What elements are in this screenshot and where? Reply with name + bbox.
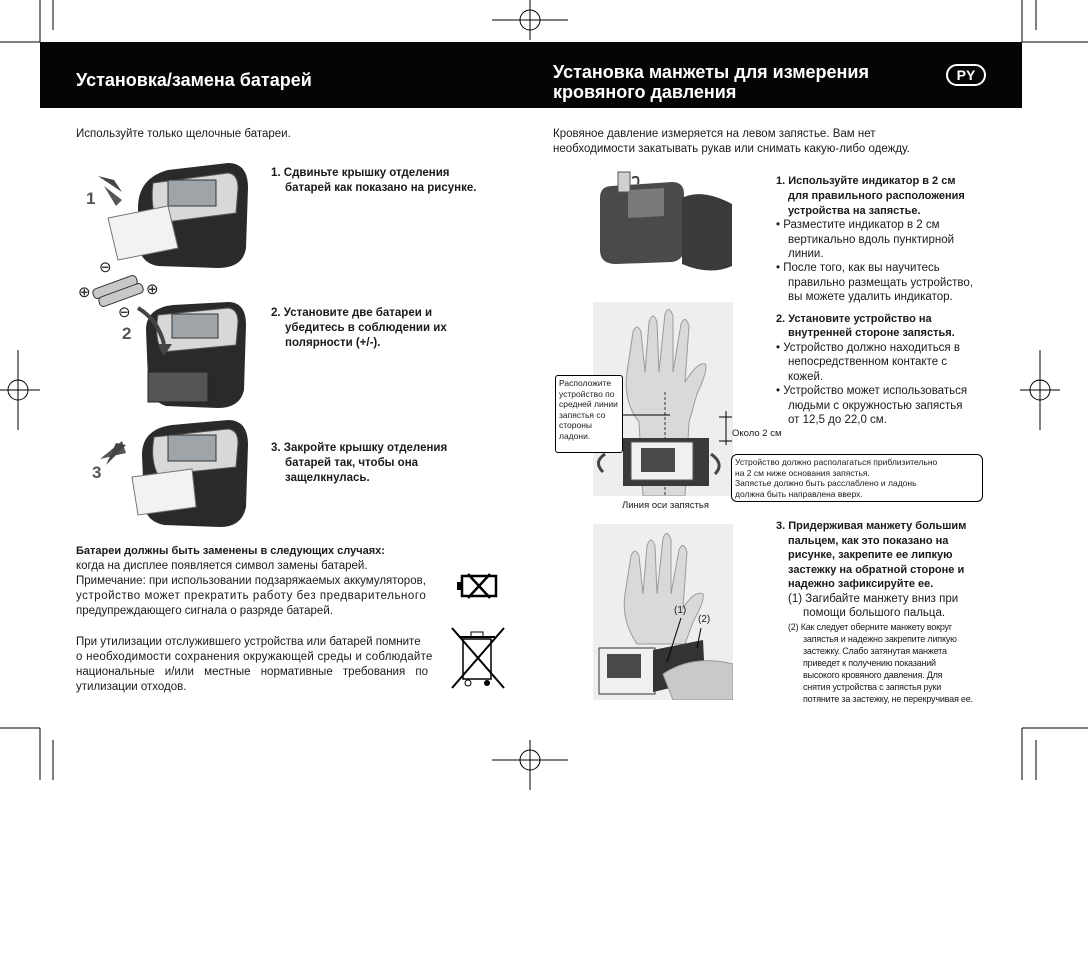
callout-placement-line-4: запястья со — [559, 409, 606, 420]
r-step-3-item-2-line-1: (2) Как следует оберните манжету вокруг — [788, 622, 952, 632]
step-2-text-line-2: убедитесь в соблюдении их — [285, 322, 447, 334]
plus-symbol-left: ⊕ — [78, 284, 91, 301]
minus-symbol-top: ⊖ — [99, 259, 112, 276]
r-step-1-bullet-2-line-3: вы можете удалить индикатор. — [788, 291, 953, 303]
left-page-title: Установка/замена батарей — [76, 70, 312, 90]
step-1-text-line-1: 1. Сдвиньте крышку отделения — [271, 167, 450, 179]
r-step-1-heading-line-3: устройства на запястье. — [788, 205, 921, 217]
r-step-3-item-1-line-1: (1) Загибайте манжету вниз при — [788, 593, 959, 605]
callout-placement-line-6: ладони. — [559, 430, 591, 441]
r-step-1-heading-line-1: 1. Используйте индикатор в 2 см — [776, 175, 956, 187]
recycle-bin-crossed-icon — [449, 625, 507, 691]
r-step-1-bullet-1-line-2: вертикально вдоль пунктирной — [788, 234, 955, 246]
r-step-3-item-2-line-5: высокого кровяного давления. Для — [803, 670, 943, 680]
r-step-1-bullet-1-line-1: • Разместите индикатор в 2 см — [776, 219, 940, 231]
right-intro-line-1: Кровяное давление измеряется на левом запястье. Вам нет — [553, 128, 876, 140]
battery-step-3-illustration — [92, 415, 250, 533]
right-page-title-line-1: Установка манжеты для измерения — [553, 62, 870, 82]
step-2-number: 2 — [122, 324, 132, 343]
callout-position-line-3: Запястье должно быть расслаблено и ладонь — [735, 478, 917, 488]
callout-position-box — [731, 454, 983, 502]
disposal-line-2: о необходимости сохранения окружающей среды и соблюдайте — [76, 651, 433, 663]
r-step-1-bullet-2-line-1: • После того, как вы научитесь — [776, 262, 940, 274]
language-badge: PY — [946, 64, 986, 86]
r-step-3-item-2-line-7: потяните за застежку, не перекручивая ее. — [803, 694, 973, 704]
r-step-3-item-1-line-2: помощи большого пальца. — [803, 607, 946, 619]
callout-placement-line-2: устройство по — [559, 388, 615, 399]
replace-line-2: Примечание: при использовании подзаряжаемых аккумуляторов, — [76, 575, 426, 587]
r-step-3-item-2-line-4: приведет к получению показаний — [803, 658, 936, 668]
replace-heading: Батареи должны быть заменены в следующих случаях: — [76, 545, 385, 557]
r-step-1-heading-line-2: для правильного расположения — [788, 190, 965, 202]
callout-position-line-2: на 2 см ниже основания запястья. — [735, 467, 870, 478]
r-step-2-bullet-1-line-3: кожей. — [788, 371, 824, 383]
r-step-2-heading-line-2: внутренней стороне запястья. — [788, 327, 955, 339]
disposal-line-3: национальные и/или местные нормативные требования по — [76, 666, 429, 678]
step-2-text-line-1: 2. Установите две батареи и — [271, 307, 433, 319]
replace-line-4: предупреждающего сигнала о разряде батарей. — [76, 605, 333, 617]
r-step-3-heading-line-3: рисунке, закрепите ее липкую — [788, 549, 953, 561]
r-step-3-item-2-line-2: запястья и надежно закрепите липкую — [803, 634, 957, 644]
r-step-3-heading-line-5: надежно зафиксируйте ее. — [788, 578, 934, 590]
photo-label-1: (1) — [674, 605, 687, 616]
step-1-text-line-2: батарей как показано на рисунке. — [285, 182, 477, 194]
r-step-3-heading-line-2: пальцем, как это показано на — [788, 535, 949, 547]
step-3-text-line-3: защелкнулась. — [285, 472, 370, 484]
step-1-number: 1 — [86, 189, 96, 208]
photo-label-2: (2) — [698, 614, 711, 625]
minus-symbol-bottom: ⊖ — [118, 304, 131, 321]
right-intro-line-2: необходимости закатывать рукав или снимать какую-либо одежду. — [553, 143, 910, 155]
disposal-line-1: При утилизации отслужившего устройства или батарей помните — [76, 636, 421, 648]
hand-fastening-cuff-illustration — [593, 524, 733, 700]
disposal-line-4: утилизации отходов. — [76, 681, 187, 693]
r-step-2-bullet-2-line-2: людьми с окружностью запястья — [788, 400, 963, 412]
cuff-with-indicator-illustration — [592, 168, 740, 276]
distance-label: Около 2 см — [732, 428, 782, 439]
r-step-2-bullet-1-line-2: непосредственном контакте с — [788, 356, 948, 368]
battery-replace-icon — [456, 572, 500, 600]
wrist-axis-caption: Линия оси запястья — [622, 500, 709, 511]
callout-position-line-4: должна быть направлена вверх. — [735, 488, 863, 499]
r-step-2-bullet-2-line-3: от 12,5 до 22,0 см. — [788, 414, 887, 426]
step-3-text-line-1: 3. Закройте крышку отделения — [271, 442, 448, 454]
callout-placement-line-1: Расположите — [559, 378, 612, 388]
r-step-2-bullet-1-line-1: • Устройство должно находиться в — [776, 342, 960, 354]
right-page-title-line-2: кровяного давления — [553, 82, 737, 102]
callout-placement-line-3: средней линии — [559, 399, 618, 409]
r-step-1-bullet-2-line-2: правильно размещать устройство, — [788, 277, 973, 289]
step-3-text-line-2: батарей так, чтобы она — [285, 457, 419, 469]
left-intro: Используйте только щелочные батареи. — [76, 128, 291, 140]
battery-step-1-illustration — [78, 158, 250, 276]
r-step-3-item-2-line-3: застежку. Слабо затянутая манжета — [803, 646, 947, 656]
step-2-text-line-3: полярности (+/-). — [285, 337, 381, 349]
callout-leader-lines — [620, 395, 735, 445]
step-3-number: 3 — [92, 463, 102, 482]
callout-placement-box — [555, 375, 623, 453]
r-step-2-bullet-2-line-1: • Устройство может использоваться — [776, 385, 968, 397]
r-step-3-item-2-line-6: снятия устройства с запястья руки — [803, 682, 942, 692]
r-step-2-heading-line-1: 2. Установите устройство на — [776, 313, 932, 325]
r-step-3-heading-line-1: 3. Придерживая манжету большим — [776, 520, 967, 532]
battery-step-2-illustration — [118, 300, 250, 412]
callout-placement-line-5: стороны — [559, 420, 593, 430]
callout-position-line-1: Устройство должно располагаться приблизительно — [735, 457, 938, 467]
r-step-1-bullet-1-line-3: линии. — [788, 248, 824, 260]
replace-line-1: когда на дисплее появляется символ замены батарей. — [76, 560, 368, 572]
r-step-3-heading-line-4: застежку на обратной стороне и — [788, 564, 965, 576]
plus-symbol-right: ⊕ — [146, 281, 159, 298]
replace-line-3: устройство может прекратить работу без предварительного — [76, 590, 427, 602]
